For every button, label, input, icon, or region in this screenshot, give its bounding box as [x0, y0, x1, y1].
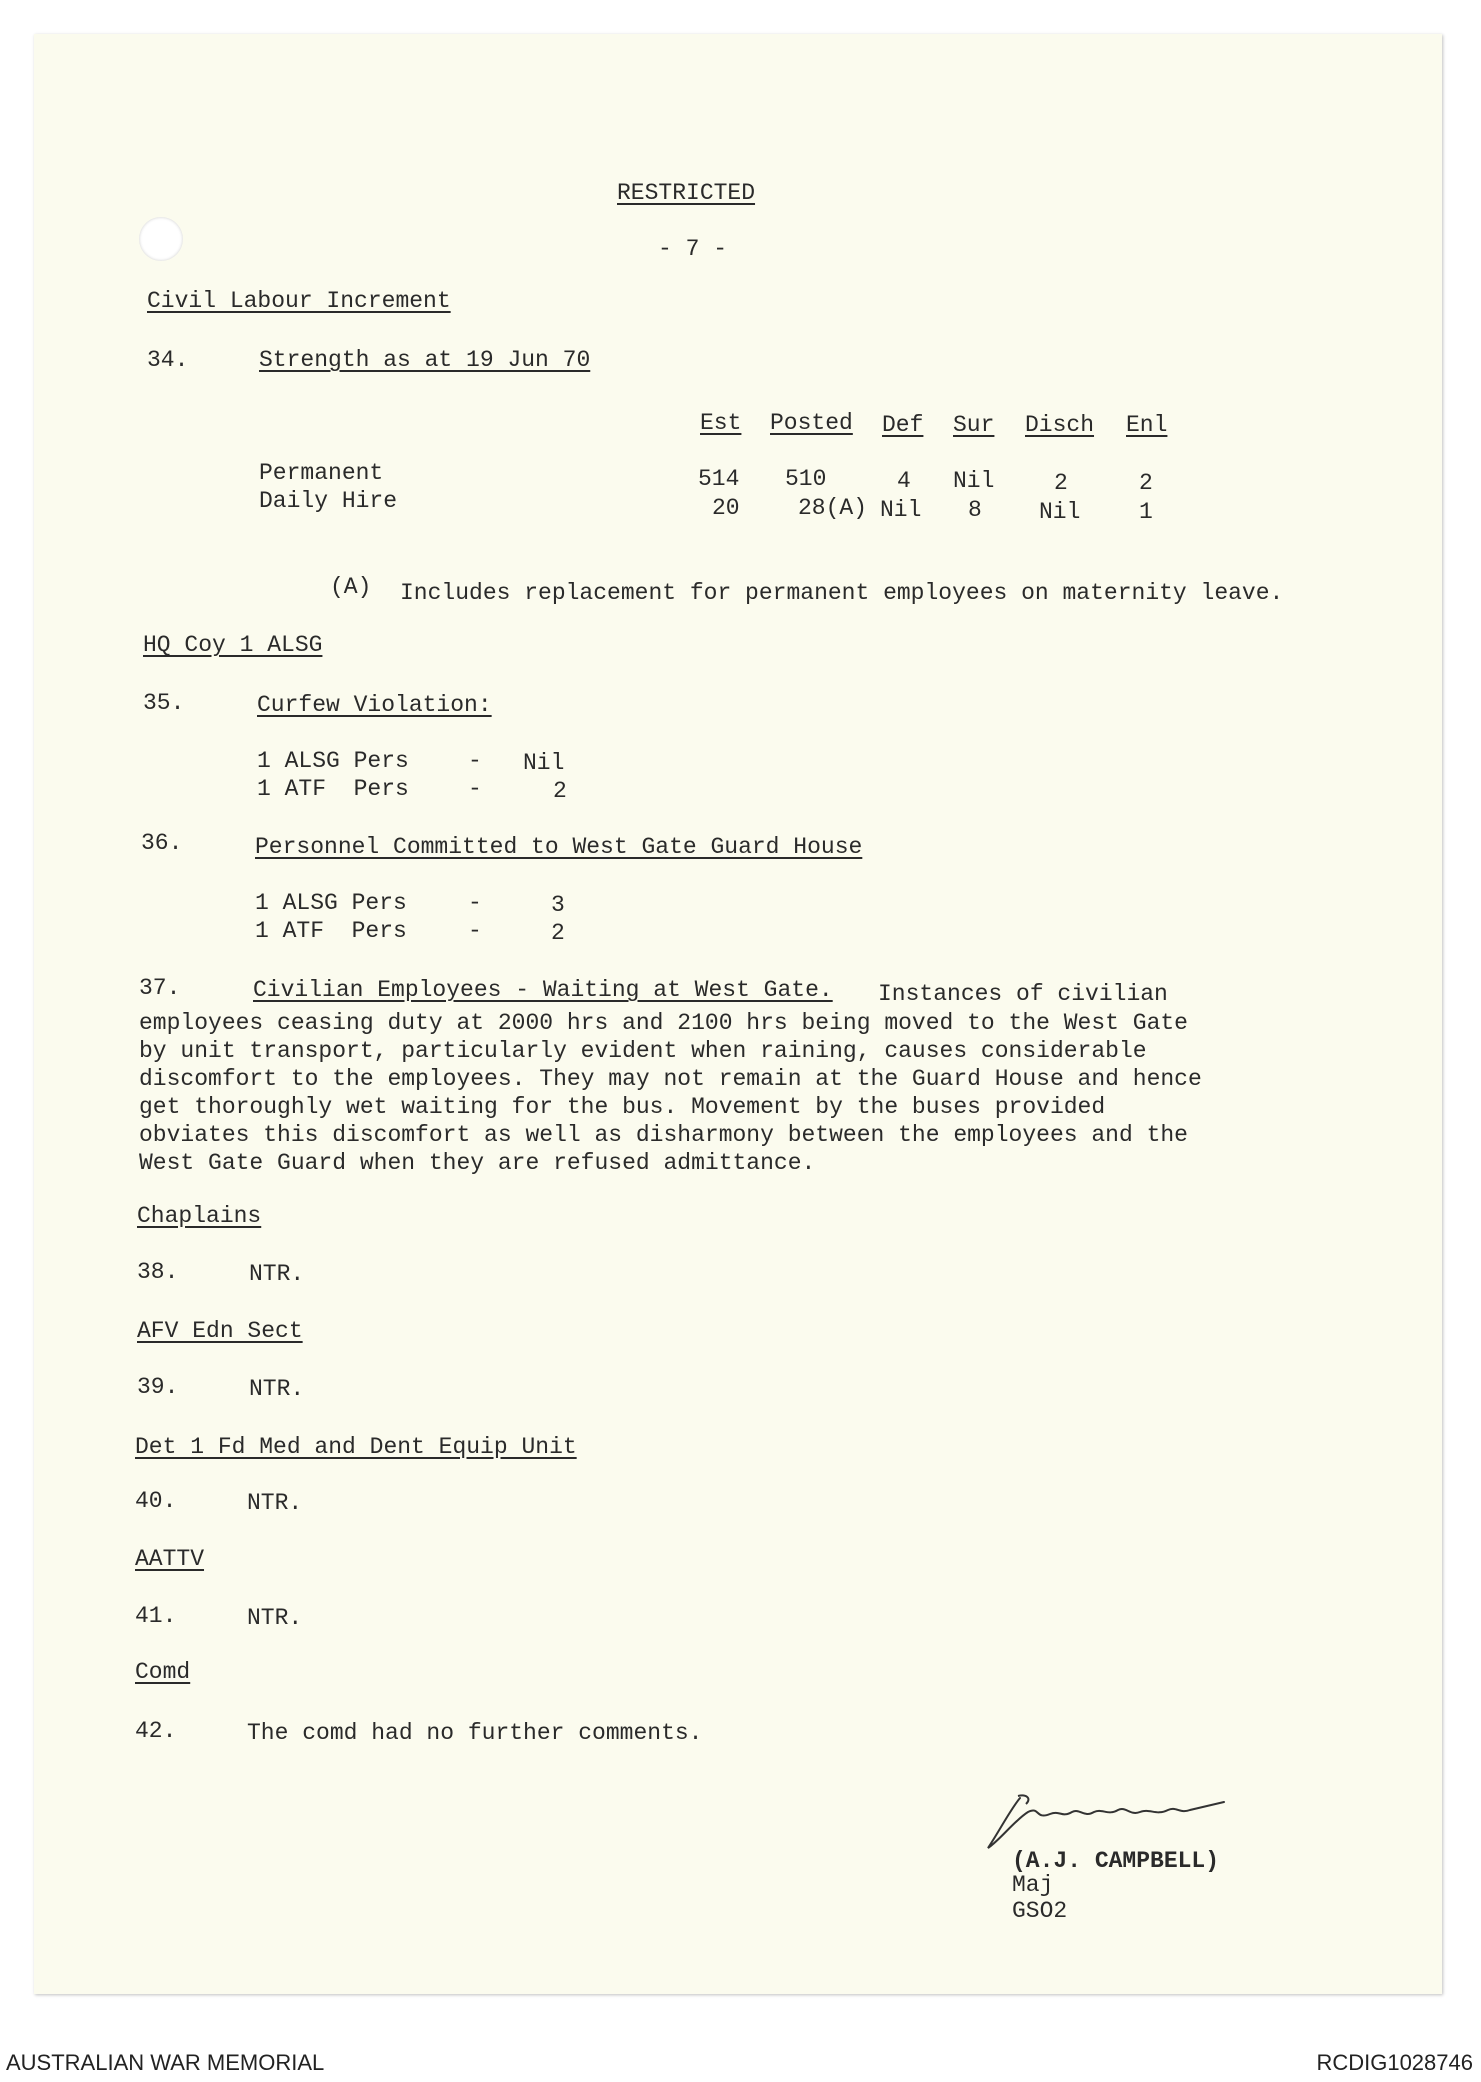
row-label-permanent: Permanent: [259, 460, 384, 486]
para-41-number: 41.: [135, 1603, 177, 1629]
signatory-rank: Maj: [1012, 1872, 1054, 1898]
col-header-sur: Sur: [953, 412, 995, 438]
section-heading-civil-labour: Civil Labour Increment: [147, 288, 451, 314]
col-header-def: Def: [882, 412, 924, 438]
para-34-title: Strength as at 19 Jun 70: [259, 347, 591, 373]
cell-permanent-est: 514: [698, 466, 740, 492]
para-37-line-5: get thoroughly wet waiting for the bus. Movement by the buses provided: [139, 1094, 1106, 1120]
guardhouse-unit-atf: 1 ATF Pers: [255, 918, 407, 944]
para-40-number: 40.: [135, 1488, 177, 1514]
section-heading-afv: AFV Edn Sect: [137, 1318, 303, 1344]
para-37-line-2: employees ceasing duty at 2000 hrs and 2100 hrs being moved to the West Gate: [139, 1010, 1188, 1036]
cell-permanent-sur: Nil: [953, 468, 995, 494]
para-37-line-3: by unit transport, particularly evident when raining, causes considerable: [139, 1038, 1147, 1064]
curfew-unit-alsg: 1 ALSG Pers: [257, 748, 409, 774]
section-heading-hq-coy: HQ Coy 1 ALSG: [143, 632, 323, 658]
footer-archive-name: AUSTRALIAN WAR MEMORIAL: [6, 2050, 325, 2075]
para-37-line-6: obviates this discomfort as well as disharmony between the employees and the: [139, 1122, 1188, 1148]
para-38-text: NTR.: [249, 1261, 305, 1287]
para-36-number: 36.: [141, 830, 183, 856]
para-38-number: 38.: [137, 1259, 179, 1285]
cell-daily-hire-posted: 28(A): [798, 495, 868, 521]
para-37-number: 37.: [139, 975, 181, 1001]
guardhouse-value-alsg: 3: [551, 892, 565, 918]
para-34-number: 34.: [147, 347, 189, 373]
section-heading-comd: Comd: [135, 1659, 191, 1685]
cell-permanent-posted: 510: [785, 466, 827, 492]
footer-record-id: RCDIG1028746: [1316, 2050, 1473, 2075]
guardhouse-value-atf: 2: [551, 920, 565, 946]
para-35-number: 35.: [143, 690, 185, 716]
section-heading-aattv: AATTV: [135, 1546, 205, 1572]
para-37-line-7: West Gate Guard when they are refused admittance.: [139, 1150, 816, 1176]
section-heading-det: Det 1 Fd Med and Dent Equip Unit: [135, 1434, 577, 1460]
curfew-dash-alsg: -: [468, 748, 482, 774]
col-header-enl: Enl: [1126, 412, 1168, 438]
para-35-title: Curfew Violation:: [257, 692, 492, 718]
curfew-dash-atf: -: [468, 776, 482, 802]
cell-permanent-def: 4: [897, 468, 911, 494]
para-42-text: The comd had no further comments.: [247, 1720, 703, 1746]
note-marker: (A): [330, 574, 372, 600]
classification-heading: RESTRICTED: [617, 180, 756, 206]
col-header-est: Est: [700, 410, 742, 436]
para-42-number: 42.: [135, 1718, 177, 1744]
signatory-appointment: GSO2: [1012, 1898, 1068, 1924]
para-37-title: Civilian Employees - Waiting at West Gate.: [253, 977, 833, 1003]
guardhouse-unit-alsg: 1 ALSG Pers: [255, 890, 407, 916]
cell-daily-hire-disch: Nil: [1039, 499, 1081, 525]
guardhouse-dash-atf: -: [468, 918, 482, 944]
cell-daily-hire-def: Nil: [880, 497, 922, 523]
para-41-text: NTR.: [247, 1605, 303, 1631]
para-37-line-4: discomfort to the employees. They may not remain at the Guard House and hence: [139, 1066, 1202, 1092]
col-header-disch: Disch: [1025, 412, 1095, 438]
cell-permanent-disch: 2: [1054, 470, 1068, 496]
curfew-unit-atf: 1 ATF Pers: [257, 776, 409, 802]
col-header-posted: Posted: [770, 410, 853, 436]
para-37-line-1: Instances of civilian: [878, 981, 1168, 1007]
para-39-text: NTR.: [249, 1376, 305, 1402]
punch-hole: [139, 217, 183, 261]
para-36-title: Personnel Committed to West Gate Guard House: [255, 834, 863, 860]
cell-daily-hire-enl: 1: [1139, 499, 1153, 525]
cell-daily-hire-est: 20: [712, 495, 740, 521]
cell-permanent-enl: 2: [1139, 470, 1153, 496]
cell-daily-hire-sur: 8: [968, 497, 982, 523]
note-text: Includes replacement for permanent employees on maternity leave.: [400, 580, 1284, 606]
section-heading-chaplains: Chaplains: [137, 1203, 262, 1229]
signatory-name: (A.J. CAMPBELL): [1012, 1848, 1220, 1874]
curfew-value-atf: 2: [553, 778, 567, 804]
curfew-value-alsg: Nil: [523, 750, 565, 776]
row-label-daily-hire: Daily Hire: [259, 488, 398, 514]
page-number: - 7 -: [658, 236, 728, 262]
para-39-number: 39.: [137, 1374, 179, 1400]
para-40-text: NTR.: [247, 1490, 303, 1516]
guardhouse-dash-alsg: -: [468, 890, 482, 916]
